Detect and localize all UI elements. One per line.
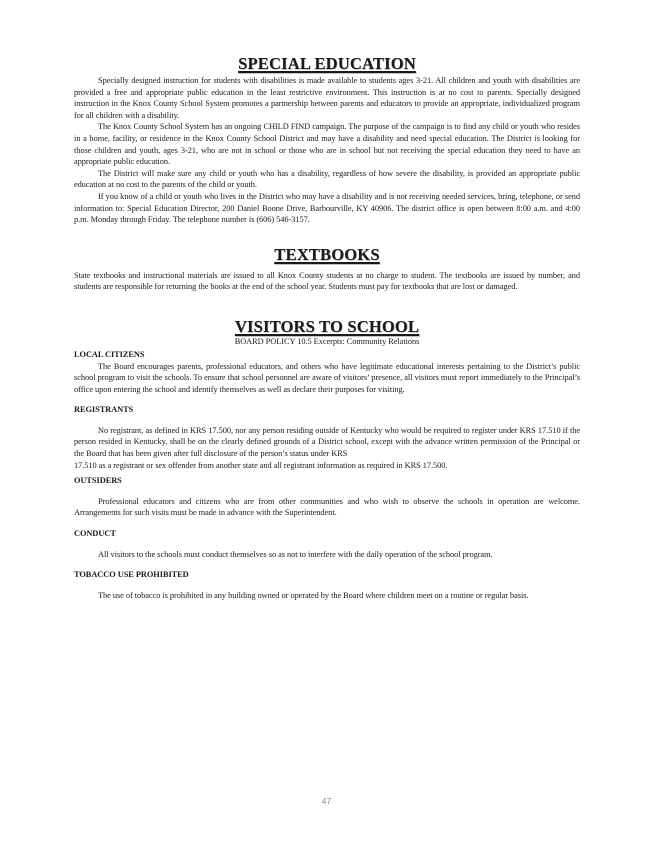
registrants-heading: REGISTRANTS bbox=[74, 405, 134, 415]
document-page bbox=[74, 0, 580, 601]
special-education-section bbox=[74, 75, 580, 226]
page-number: 47 bbox=[321, 796, 332, 806]
special-education-title: SPECIAL EDUCATION bbox=[238, 54, 416, 73]
local-citizens-paragraph: The Board encourages parents, professional educators, and others who have legitimate educational interests pertaining to the District’s public school program to visit the schools. To ensure that school personnel are aware of visitors’ presence, all visitors must report immediately to the Principal’s office upon entering the school and identify themselves as well as declare their purposes for visiting. bbox=[74, 361, 580, 394]
visitors-title: VISITORS TO SCHOOL bbox=[234, 316, 420, 336]
special-education-paragraph: Specially designed instruction for students with disabilities is made available to students ages 3-21. All children and youth with disabilities are provided a free and appropriate public education in the least restrictive environment. This instruction is at no cost to parents. Specially designed instruction in the Knox County School System promotes a partnership between parents and educators to provide an appropriate, individualized program for all children with a disability. bbox=[74, 76, 580, 120]
conduct-heading: CONDUCT bbox=[74, 529, 116, 539]
textbooks-title: TEXTBOOKS bbox=[274, 244, 380, 264]
conduct-paragraph: All visitors to the schools must conduct themselves so as not to interfere with the daily operation of the school program. bbox=[98, 549, 493, 559]
special-education-paragraph: The District will make sure any child or youth who has a disability, regardless of how severe the disability, is provided an appropriate public education at no cost to the parents of the child or youth. bbox=[74, 168, 580, 190]
tobacco-heading: TOBACCO USE PROHIBITED bbox=[74, 570, 189, 580]
board-policy-subtitle: BOARD POLICY 10.5 Excerpts: Community Relations bbox=[234, 336, 420, 346]
tobacco-paragraph: The use of tobacco is prohibited in any building owned or operated by the Board where children meet on a routine or regular basis. bbox=[98, 590, 529, 600]
textbooks-paragraph: State textbooks and instructional materials are issued to all Knox County students at no charge to student. The textbooks are issued by number, and students are responsible for returning the books at the end of the school year. Students must pay for textbooks that are lost or damaged. bbox=[74, 270, 580, 292]
registrants-paragraph: No registrant, as defined in KRS 17.500, nor any person residing outside of Kentucky who would be required to register under KRS 17.510 if the person resided in Kentucky, shall be on the clearly defined grounds of a District school, except with the advance written permission of the Principal or the Board that has been given after full disclosure of the person’s status under KRS bbox=[74, 425, 580, 459]
outsiders-heading: OUTSIDERS bbox=[74, 476, 122, 486]
local-citizens-heading: LOCAL CITIZENS bbox=[74, 349, 145, 359]
special-education-paragraph: If you know of a child or youth who lives in the District who may have a disability and is not receiving needed services, bring, telephone, or send information to: Special Education Director, 200 Daniel Boone Drive, Barbourville, KY 40906. The district office is open between 8:00 a.m. and 4:00 p.m. Monday through Friday. The telephone number is (606) 546-3157. bbox=[74, 191, 580, 225]
outsiders-paragraph: Professional educators and citizens who are from other communities and who wish to observe the schools in operation are welcome. Arrangements for such visits must be made in advance with the Superintendent. bbox=[74, 496, 580, 518]
registrants-paragraph-continued: 17.510 as a registrant or sex offender from another state and all registrant information as required in KRS 17.500. bbox=[74, 460, 448, 470]
special-education-paragraph: The Knox County School System has an ongoing CHILD FIND campaign. The purpose of the campaign is to find any child or youth who resides in a home, facility, or residence in the Knox County School District and may have a disability and need special education. The District is looking for those children and youth, ages 3-21, who are not in school or those who are in school but not receiving the special education they need to have an appropriate public education. bbox=[74, 122, 580, 167]
